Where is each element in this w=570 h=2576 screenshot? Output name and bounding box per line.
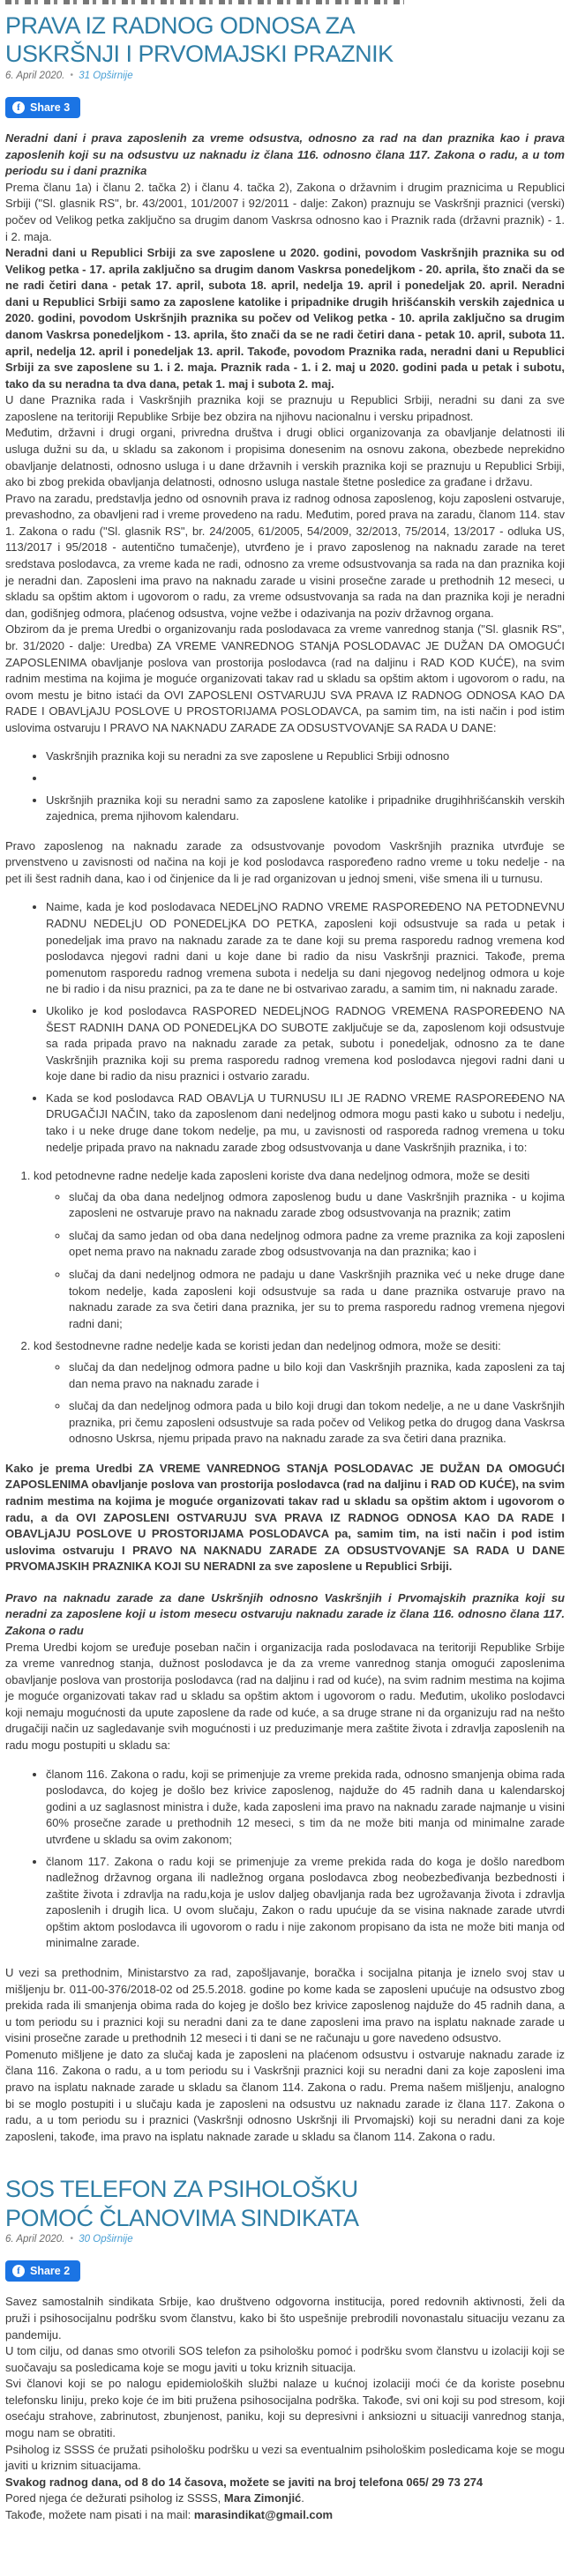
list-item: • članom 116. Zakona o radu, koji se primenjuje za vreme prekida rada, odnosno smanjenja obima rada poslodavca, do kojeg je došlo bez krivice zaposlenog, najduže do 45 radnih dana u kalendarskoj godini a uz saglasnost ministra i duže, kada zaposleni ima pravo na naknadu zarade najmanje u visini 60% prosečne zarade u prethodnih 12 meseci, s tim da ne može biti manja od minimalne zarade utvrđene u skladu sa ovim zakonom; [46,1767,565,1849]
article-title: PRAVA IZ RADNOG ODNOSA ZA USKRŠNJI I PRVOMAJSKI PRAZNIK [5,12,394,68]
share-button-label: Share 3 [30,101,71,114]
sub-bullet-list [34,1189,565,1333]
paragraph: Međutim, državni i drugi organi, privredna društva i drugi oblici organizovanja za obavljanje delatnosti ili usluga dužni su da, u skladu sa zakonom i propisima donesenim na osnovu zakona, obezbede neprekidno obavljanje delatnosti, odnosno usluga i u dane državnih i verskih praznika koji se praznuju u Republici Srbiji, ako bi zbog prekida obavljanja delatnosti, odnosno usluga nastale štetne posledice za građane i državu. [5,426,565,489]
paragraph: Prema članu 1a) i članu 2. tačka 2) i članu 4. tačka 2), Zakona o državnim i drugim praznicima u Republici Srbiji ("Sl. glasnik RS", br. 43/2001, 101/2007 i 92/2011 - dalje: Zakon) praznuju se Vaskršnji praznici (verski) počev od Velikog petka zaključno sa drugim danom Vaskrsa odnosno kao i Praznik rada (državni praznik) - 1. i 2. maja. [5,180,565,243]
article-sos-phone [5,2175,565,2523]
facebook-share-button[interactable] [5,97,80,118]
list-item: • članom 117. Zakona o radu koji se primenjuje za vreme prekida rada do koga je došlo naredbom nadležnog državnog organa ili nadležnog organa poslodavca zbog neobezbeđivanja bezbednosti i zaštite života i zdravlja na radu,koja je uslov daljeg obavljanja rada bez ugrožavanja života i zdravlja zaposlenih i drugih lica. U ovom slučaju, Zakon o radu upućuje da se visina naknade zarade utvrdi opštim aktom poslodavca ili ugovorom o radu i nije zakonom propisano da ista ne može biti manja od minimalne zarade. [46,1854,565,1952]
article-body [5,130,565,2145]
article-employment-rights [5,11,565,2145]
article-meta [5,2234,565,2245]
list-item [46,771,565,787]
meta-separator-icon: • [70,2234,74,2245]
paragraph: Psiholog iz SSSS će pružati psihološku podršku u vezi sa eventualnim psihološkim posledicama koje se mogu javiti u kriznim situacijama. [5,2442,565,2473]
paragraph: Kako je prema Uredbi ZA VREME VANREDNOG STANjA POSLODAVAC JE DUŽAN DA OMOGUĆI ZAPOSLENIMA obavljanje poslova van prostorija poslodavca (rad na daljinu i RAD OD KUĆE), na svim radnim mestima na kojima je moguće organizovati takav rad u skladu sa opštim aktom i ugovorom o radu, a da OVI ZAPOSLENI OSTVARUJU SVA PRAVA IZ RADNOG ODNOSA KAO DA RADE I OBAVLjAJU POSLOVE U PROSTORIJAMA POSLODAVCA pa, samim tim, na isti način i pod istim uslovima ostvaruju I PRAVO NA NAKNADU ZARADE ZA ODSUSTVOVANjE SA RADA U DANE PRVOMAJSKIH PRAZNIKA KOJI SU NERADNI za sve zaposlene u Republici Srbiji. [5,1461,565,1574]
meta-separator-icon: • [70,70,74,80]
paragraph: Pomenuto mišljene je dato za slučaj kada je zaposleni na plaćenom odsustvu i ostvaruje naknadu zarade iz člana 116. Zakona o radu, a u tom periodu su i Vaskršnji praznici koji su neradni dani za koje zaposleni ima pravo na isplatu naknade zarade u skladu sa članom 114. Zakona o radu. Prema našem mišljenju, analogno bi se moglo postupiti i u slučaju kada je zaposleni na odsustvu uz naknadu zarade iz člana 117. Zakona o radu, a u tom periodu su i praznici (Vaskršnji odnosno Uskršnji ili Prvomajski) koji su neradni dani za koje zaposleni, takođe, ima pravo na isplatu naknade zarade u skladu sa članom 114. Zakona o radu. [5,2047,565,2143]
list-item: • Naime, kada je kod poslodavaca NEDELjNO RADNO VREME RASPOREĐENO NA PETODNEVNU RADNU NEDELjU OD PONEDELjKA DO PETKA, zaposleni koji odsustvuje sa rada u petak i ponedeljak ima pravo na naknadu zarade za te dane koji su prema rasporedu radnog vremena kod poslodavca njegovi radni dani u koje dane bi radio da nisu Vaskršnji praznici. Takođe, prema pomenutom rasporedu radnog vremena subota i nedelja su dani njegovog nedeljnog odmora u koje ne bi radio i da nisu praznici, pa za te dane ne bi ostvarivao zaradu, a samim tim, ni naknadu zarade. [46,899,565,997]
paragraph: Pravo na naknadu zarade za dane Uskršnjih odnosno Vaskršnjih i Prvomajskih praznika koji su neradni za zaposlene koji u istom mesecu ostvaruju naknadu zarade iz člana 116. odnosno člana 117. Zakona o radu [5,1590,565,1638]
list-item: • Uskršnjih praznika koji su neradni samo za zaposlene katolike i pripadnike drugihhrišćanskih verskih zajednica, prema njihovom kalendaru. [46,793,565,825]
article-date: 6. April 2020. [5,2234,65,2245]
paragraph: Svi članovi koji se po nalogu epidemioloških službi nalaze u kućnoj izolaciji moći će da koriste posebnu telefonsku liniju, preko koje će im biti pružena psihosocijalna podrška. Takođe, svi oni koji su pod stresom, koji osećaju strahove, zabrinutost, zbunjenost, paniku, koji su depresivni i anksiozni u situaciji vanrednog stanja, mogu nam se obratiti. [5,2377,565,2440]
paragraph: Savez samostalnih sindikata Srbije, kao društveno odgovorna institucija, pored redovnih aktivnosti, želi da pruži i psihosocijalnu podršku svom članstvu, kako bi što uspešnije prebrodili novonastalu situaciju vezanu za pandemiju. [5,2295,565,2341]
paragraph: Obzirom da je prema Uredbi o organizovanju rada poslodavaca za vreme vanrednog stanja ("Sl. glasnik RS", br. 31/2020 - dalje: Uredba) ZA VREME VANREDNOG STANjA POSLODAVAC JE DUŽAN DA OMOGUĆI ZAPOSLENIMA obavljanje poslova van prostorija poslodavca (rad na daljinu i RAD KOD KUĆE), na svim radnim mestima na kojima je moguće organizovati takav rad u skladu sa opštim aktom i ugovorom o radu, na ovom mestu je bitno istaći da OVI ZAPOSLENI OSTVARUJU SVA PRAVA IZ RADNOG ODNOSA KAO DA RADE I OBAVLjAJU POSLOVE U PROSTORIJAMA POSLODAVCA, pa samim tim, na isti način i pod istim uslovima ostvaruju I PRAVO NA NAKNADU ZARADE ZA ODSUSTVOVANjE SA RADA U DANE: [5,622,565,734]
sub-list-item: ◦ slučaj da samo jedan od oba dana nedeljnog odmora padne za vreme praznika za koji zaposleni opet nema pravo na naknadu zarade zbog odsustvovanja na dan praznika; kao i [69,1228,565,1261]
cropped-text-remnant [5,0,404,4]
article-body [5,2294,565,2523]
share-button-label: Share 2 [30,2265,71,2278]
bold-text: marasindikat@gmail.com [193,2507,334,2521]
bullet-list [5,748,565,824]
list-item: 2. kod šestodnevne radne nedelje kada se koristi jedan dan nedeljnog odmora, može se desiti: ◦ slučaj da dan nedeljnog odmora padne u bilo koji dan Vaskršnjih praznika, kada zaposleni za taj dan nema pravo na naknadu zarade i ◦ slučaj da dan nedeljnog odmora pada u bilo koji drugi dan tokom nedelje, a ne u dane Vaskršnjih praznika, pri čemu zaposleni odsustvuje sa rada počev od Velikog petka do drugog dana Vaskrsa odnosno Uskrsa, njemu pripada pravo na naknadu zarade za sva četiri dana praznika. [34,1338,565,1447]
sub-list-item: ◦ slučaj da dan nedeljnog odmora pada u bilo koji drugi dan tokom nedelje, a ne u dane Vaskršnjih praznika, pri čemu zaposleni odsustvuje sa rada počev od Velikog petka do drugog dana Vaskrsa odnosno Uskrsa, njemu pripada pravo na naknadu zarade za sva četiri dana praznika. [69,1398,565,1448]
sub-bullet-list [34,1359,565,1448]
paragraph: Pravo zaposlenog na naknadu zarade za odsustvovanje povodom Vaskršnjih praznika utvrđuje se prvenstveno u zavisnosti od načina na koji je kod poslodavca raspoređeno radno vreme u toku nedelje - na pet ili šest radnih dana, kao i od činjenice da li je rad organizovan u jednoj smeni, više smena ili u turnusu. [5,838,565,885]
text: Takođe, možete nam pisati i na mail: [5,2507,194,2521]
paragraph: U tom cilju, od danas smo otvorili SOS telefon za psihološku pomoć i podršku svom članstvu u izolaciji koji se suočavaju sa posledicama koje se mogu javiti u toku kriznih situacija. [5,2344,565,2374]
read-more-link[interactable]: 30 Opširnije [79,2234,133,2245]
paragraph: U dane Praznika rada i Vaskršnjih praznika koji se praznuju u Republici Srbiji, neradni su dani za sve zaposlene na teritoriji Republike Srbije bez obzira na njihovu nacionalnu i versku pripadnost. [5,393,565,423]
paragraph: Prema Uredbi kojom se uređuje poseban način i organizacija rada poslodavaca na teritoriji Republike Srbije za vreme vanrednog stanja, dužnost poslodavca je da za vreme vanrednog stanja omogući zaposlenima obavljanje poslova van prostorija poslodavca (rad na daljinu i rad od kuće), na svim radnim mestima na kojima je moguće organizovati takav rad u skladu sa opštim aktom i ugovorom o radu. Međutim, ukoliko poslodavci koji nemaju mogućnosti da upute zaposlene da rade od kuće, a sa druge strane ni da organizuju rad na nešto drugačiji način uz sagledavanje svih mogućnosti i uz preduzimanje mera zaštite života i zdravlja zaposlenih na radu mogu postupiti u skladu sa: [5,1640,565,1753]
list-item: • Kada se kod poslodavca RAD OBAVLjA U TURNUSU ILI JE RADNO VREME RASPOREĐENO NA DRUGAČIJI NAČIN, tako da zaposlenom dani nedeljnog odmora mogu pasti kako u subotu i nedelju, tako i u neke druge dane tokom nedelje, pa mu, u zavisnosti od rasporeda radnog vremena u toku nedelje pripada pravo na naknadu zarade zbog odsustvovanja u dane Vaskršnjih praznika, i to: [46,1091,565,1156]
bullet-list [5,899,565,1156]
list-item: • Ukoliko je kod poslodavca RASPORED NEDELjNOG RADNOG VREMENA RASPOREĐENO NA ŠEST RADNIH DANA OD PONEDELjKA DO SUBOTE zaključuje se da, zaposlenom koji odsustvuje sa rada pripada pravo na naknadu zarade za petak, subotu i ponedeljak, odnosno za te dane Vaskršnjih praznika koji su prema rasporedu radnog vremena kod poslodavca njegovi radni dani u koje dane bi radio da nisu praznici i ostvario zaradu. [46,1003,565,1085]
paragraph: Neradni dani u Republici Srbiji za sve zaposlene u 2020. godini, povodom Vaskršnjih praznika su od Velikog petka - 17. aprila zaključno sa drugim danom Vaskrsa ponedeljkom - 20. aprila, što znači da se ne radi četiri dana - petak 17. april, subota 18. april, nedelja 19. april i ponedeljak 20. april. Neradni dani u Republici Srbiji samo za zaposlene katolike i pripadnike drugih hrišćanskih verskih zajednica u 2020. godini, povodom Uskršnjih praznika su počev od Velikog petka - 10. aprila zaključno sa drugim danom Vaskrsa ponedeljkom - 13. aprila, što znači da se ne radi četiri dana - petak 10. april, subota 11. april, nedelja 12. april i ponedeljak 13. april. Takođe, povodom Praznika rada, neradni dani u Republici Srbiji za sve zaposlene su 1. i 2. maja. Praznik rada - 1. i 2. maj u 2020. godini pada u petak i subotu, tako da su neradna ta dva dana, petak 1. maj i subota 2. maj. [5,246,565,391]
list-item: 1. kod petodnevne radne nedelje kada zaposleni koriste dva dana nedeljnog odmora, može se desiti ◦ slučaj da oba dana nedeljnog odmora zaposlenog budu u dane Vaskršnjih praznika - u kojima zaposleni ne ostvaruje pravo na naknadu zarade zbog odsustvovanja na praznik; zatim ◦ slučaj da samo jedan od oba dana nedeljnog odmora padne za vreme praznika za koji zaposleni opet nema pravo na naknadu zarade zbog odsustvovanja na dan praznika; kao i ◦ slučaj da dani nedeljnog odmora ne padaju u dane Vaskršnjih praznika već u neke druge dane tokom nedelje, kada zaposleni koji odsustvuje sa rada u dane praznika ostvaruje pravo na naknadu zarade za sva četiri dana praznika, jer su to prema rasporedu radnog vremena njegovi radni dani; [34,1168,565,1332]
paragraph [5,2507,565,2524]
facebook-icon: f [12,101,25,114]
list-item: • Vaskršnjih praznika koji su neradni za sve zaposlene u Republici Srbiji odnosno [46,748,565,765]
paragraph: Neradni dani i prava zaposlenih za vreme odsustva, odnosno za rad na dan praznika kao i prava zaposlenih koji su na odsustvu uz naknadu iz člana 116. odnosno člana 117. Zakona o radu, a u tom periodu su i dani praznika [5,131,565,178]
read-more-link[interactable]: 31 Opširnije [79,70,133,81]
facebook-icon: f [12,2265,25,2277]
sub-list-item: ◦ slučaj da dan nedeljnog odmora padne u bilo koji dan Vaskršnjih praznika, kada zaposleni za taj dan nema pravo na naknadu zarade i [69,1359,565,1392]
facebook-share-button[interactable] [5,2260,80,2282]
paragraph [5,2490,565,2507]
bold-text: Mara Zimonjić [223,2491,302,2505]
text: . [301,2491,304,2505]
paragraph: U vezi sa prethodnim, Ministarstvo za rad, zapošljavanje, boračka i socijalna pitanja je iznelo svoj stav u mišljenju br. 011-00-376/2018-02 od 25.5.2018. godine po kome kada se zaposleni upućuje na odsustvo zbog prekida rada ili smanjenja obima rada do kojeg je došlo bez krivice zaposlenog najduže do 45 radnih dana, a u tom periodu su i praznici koji su neradni dani za te dane zaposleni ima pravo na isplatu naknade zarade u visini prosečne zarade u prethodnih 12 meseci i ti dani se ne računaju u gore navedeno odsustvo. [5,1966,565,2045]
paragraph: Pravo na zaradu, predstavlja jedno od osnovnih prava iz radnog odnosa zaposlenog, koju zaposleni ostvaruje, prevashodno, za obavljeni rad i vreme provedeno na radu. Međutim, pored prava na zaradu, članom 114. stav 1. Zakona o radu ("Sl. glasnik RS", br. 24/2005, 61/2005, 54/2009, 32/2013, 75/2014, 13/2017 - odluka US, 113/2017 i 95/2018 - autentično tumačenje), utvrđeno je i pravo zaposlenog na naknadu zarade na teret sredstava poslodavca, za vreme kada ne radi, odnosno za vreme odsustvovanja sa rada na dan praznika koji je neradni dan. Zaposleni ima pravo na naknadu zarade u visini prosečne zarade u prethodnih 12 meseci, u skladu sa opštim aktom i ugovorom o radu, za vreme odsustvovanja sa rada na dan praznika koji je neradni dan, godišnjeg odmora, plaćenog odsustva, vojne vežbe i odazivanja na poziv državnog organa. [5,491,565,620]
article-date: 6. April 2020. [5,70,65,81]
text: Pored njega će dežurati psiholog iz SSSS, [5,2491,224,2505]
sub-list-item: ◦ slučaj da dani nedeljnog odmora ne padaju u dane Vaskršnjih praznika već u neke druge dane tokom nedelje, kada zaposleni koji odsustvuje sa rada u dane praznika ostvaruje pravo na naknadu zarade za sva četiri dana praznika, jer su to prema rasporedu radnog vremena njegovi radni dani; [69,1267,565,1332]
bullet-list [5,1767,565,1952]
article-title: SOS TELEFON ZA PSIHOLOŠKU POMOĆ ČLANOVIMA SINDIKATA [5,2176,359,2231]
paragraph: Svakog radnog dana, od 8 do 14 časova, možete se javiti na broj telefona 065/ 29 73 274 [5,2475,484,2489]
article-meta [5,71,565,81]
sub-list-item: ◦ slučaj da oba dana nedeljnog odmora zaposlenog budu u dane Vaskršnjih praznika - u kojima zaposleni ne ostvaruje pravo na naknadu zarade zbog odsustvovanja na praznik; zatim [69,1189,565,1222]
numbered-list [5,1168,565,1448]
